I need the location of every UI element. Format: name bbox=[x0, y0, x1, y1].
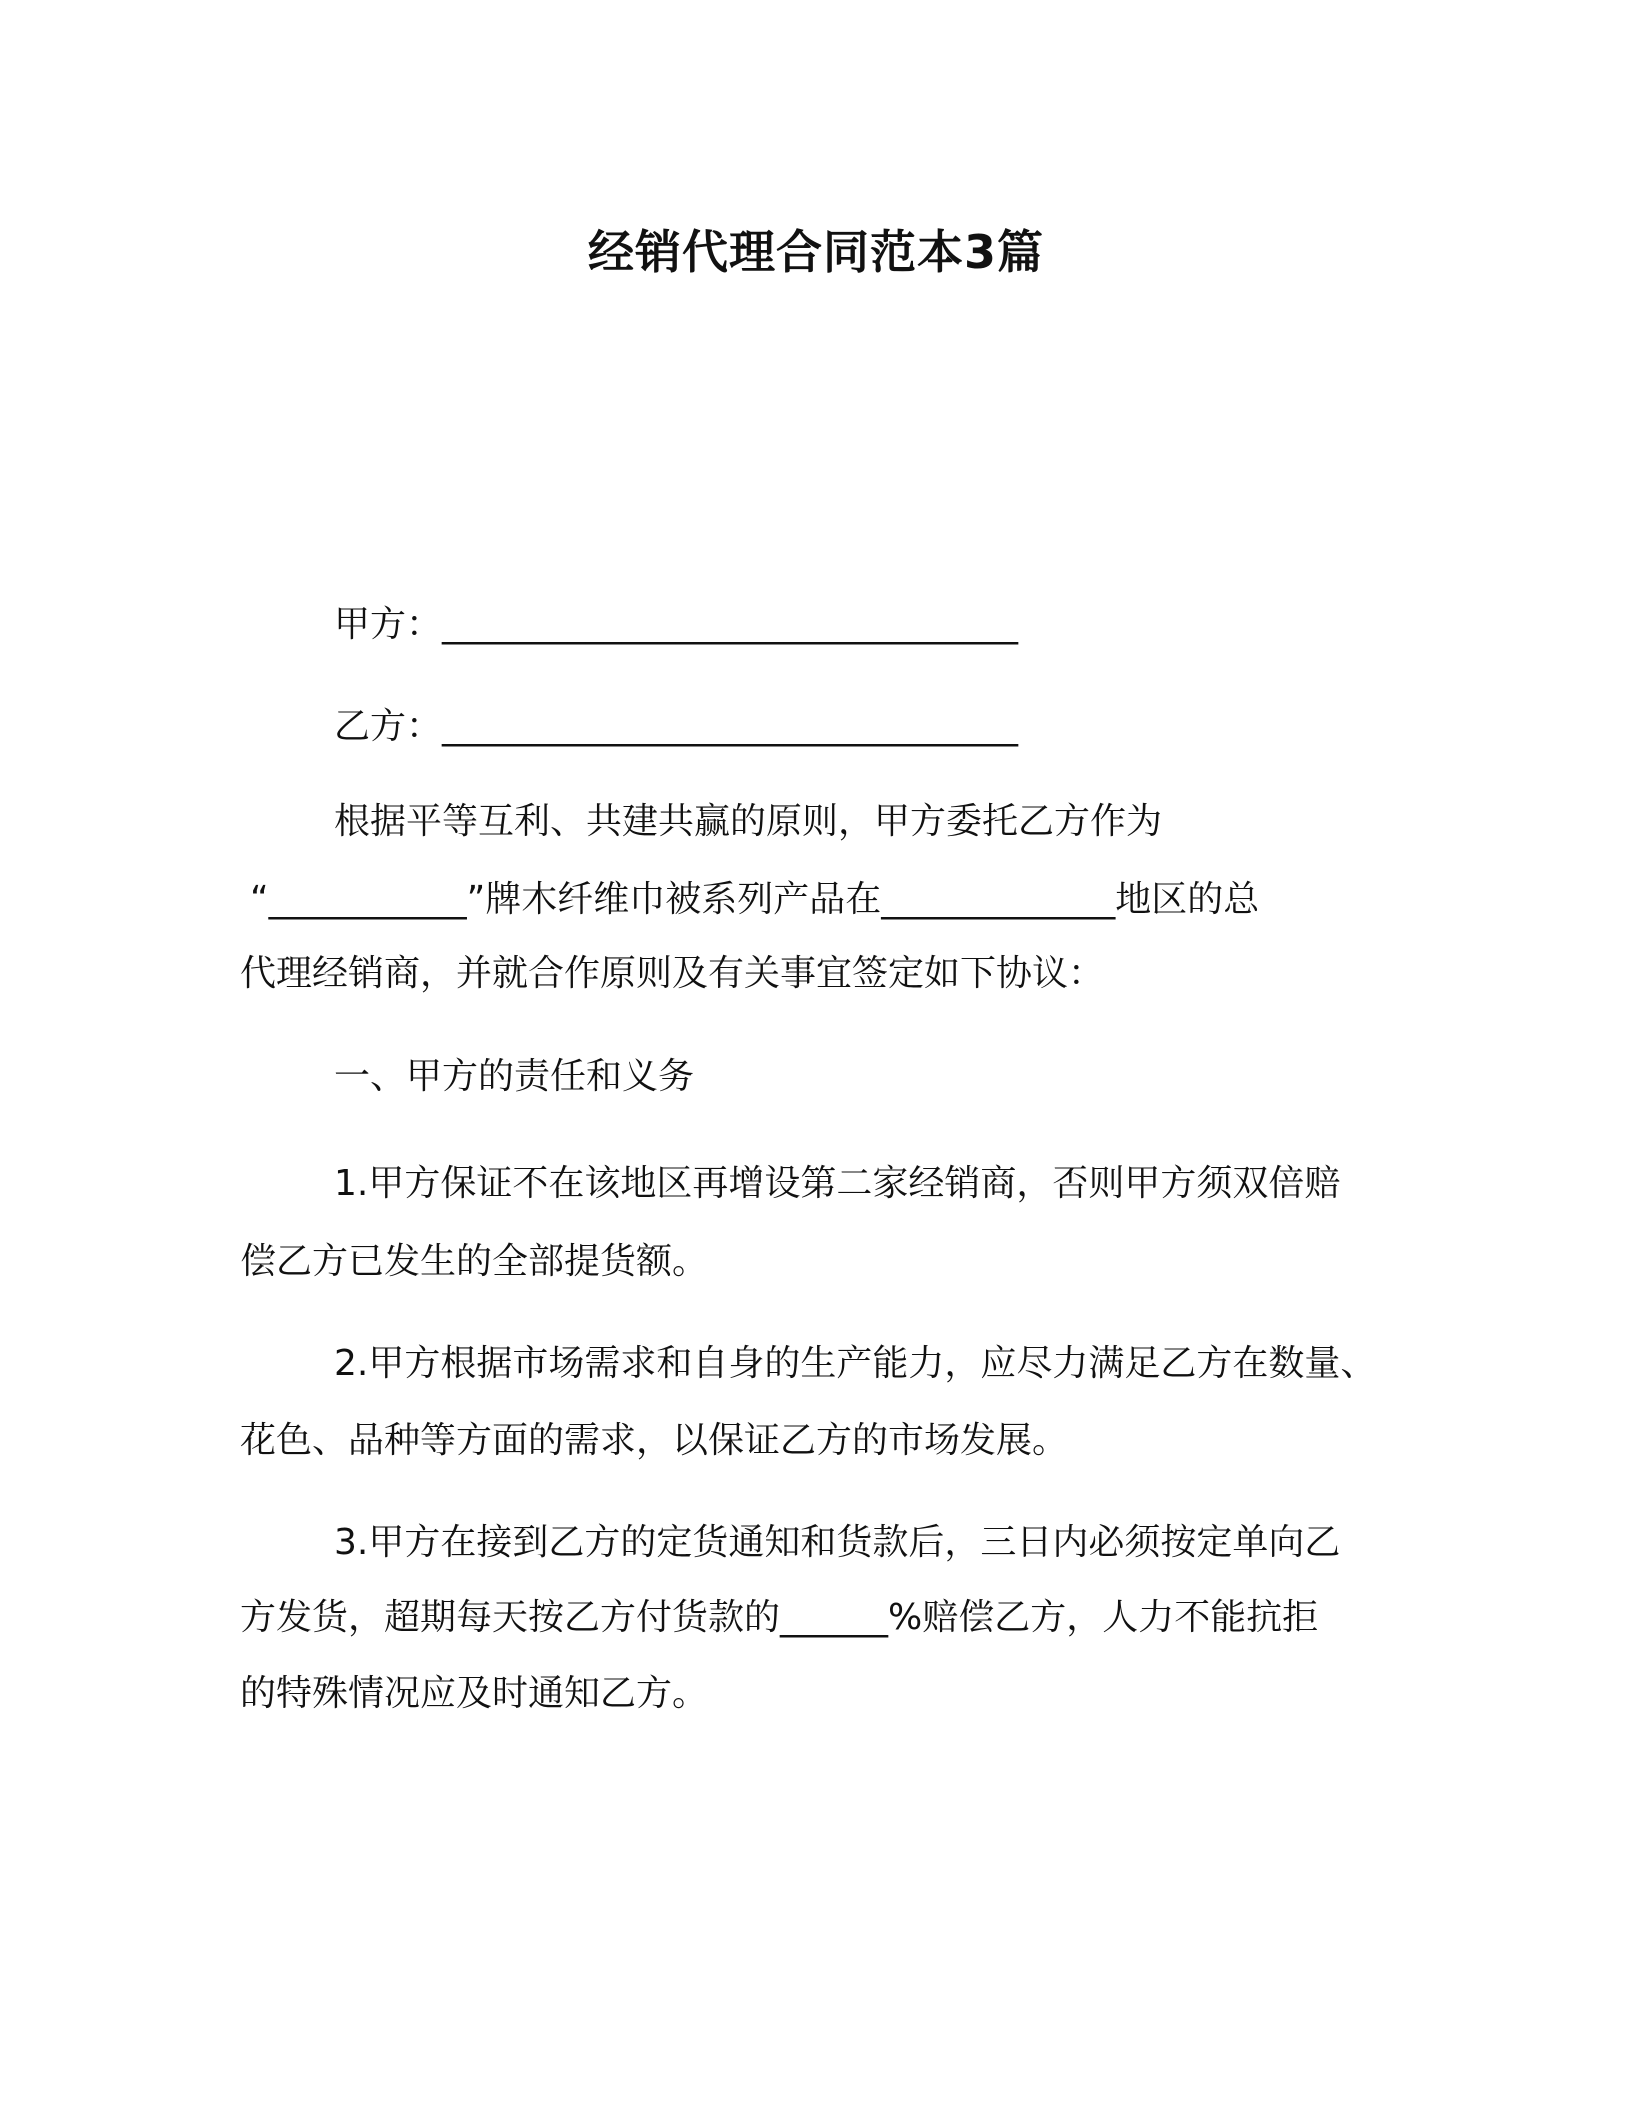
intro-line-2: “___________”牌木纤维巾被系列产品在_____________地区的总 bbox=[250, 879, 1260, 920]
clause-1-line-1: 1.甲方保证不在该地区再增设第二家经销商，否则甲方须双倍赔 bbox=[334, 1163, 1341, 1204]
intro-line-1: 根据平等互利、共建共赢的原则，甲方委托乙方作为 bbox=[334, 801, 1163, 842]
clause-3-line-3: 的特殊情况应及时通知乙方。 bbox=[240, 1673, 709, 1714]
clause-3-line-1: 3.甲方在接到乙方的定货通知和货款后，三日内必须按定单向乙 bbox=[334, 1522, 1341, 1563]
party-a-line: 甲方：________________________________ bbox=[334, 604, 1019, 645]
clause-2-line-2: 花色、品种等方面的需求，以保证乙方的市场发展。 bbox=[240, 1420, 1069, 1461]
document-title: 经销代理合同范本3篇 bbox=[587, 225, 1044, 279]
clause-3-line-2: 方发货，超期每天按乙方付货款的______%赔偿乙方，人力不能抗拒 bbox=[240, 1597, 1319, 1638]
section-1-heading: 一、甲方的责任和义务 bbox=[334, 1056, 695, 1097]
intro-line-3: 代理经销商，并就合作原则及有关事宜签定如下协议： bbox=[240, 953, 1105, 994]
party-b-line: 乙方：________________________________ bbox=[334, 706, 1019, 747]
clause-1-line-2: 偿乙方已发生的全部提货额。 bbox=[240, 1241, 709, 1282]
clause-2-line-1: 2.甲方根据市场需求和自身的生产能力，应尽力满足乙方在数量、 bbox=[334, 1343, 1377, 1384]
